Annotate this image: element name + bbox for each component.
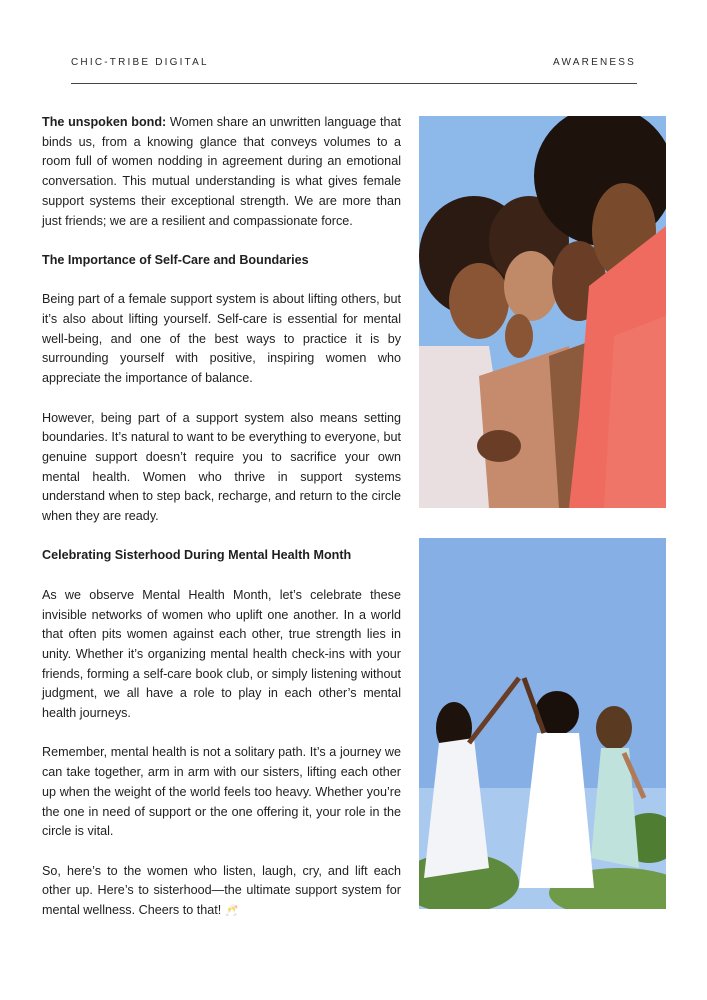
closing-text: So, here’s to the women who listen, laugh, cry, and lift each other up. Here’s to sisterhood—the ultimate support system for mental wellness. Cheers to that! bbox=[42, 863, 401, 918]
paragraph-self-care: Being part of a female support system is about lifting others, but it’s also about lifting yourself. Self-care is essential for mental well-being, and one of the best ways to practice it is by surrounding yourself with positive, inspiring women who appreciate the importance of balance. bbox=[42, 292, 401, 386]
section-heading-self-care: The Importance of Self-Care and Boundaries bbox=[42, 252, 309, 267]
photo-women-embracing bbox=[419, 116, 666, 508]
brand-name: CHIC-TRIBE DIGITAL bbox=[71, 57, 209, 68]
intro-body: Women share an unwritten language that binds us, from a knowing glance that conveys volumes to a room full of women nodding in agreement during an emotional conversation. This mutual understanding is what gives female support systems their exceptional strength. We are more than just friends; we are a resilient and compassionate force. bbox=[42, 115, 401, 228]
paragraph-closing bbox=[42, 862, 401, 922]
cheers-icon: 🥂 bbox=[224, 905, 239, 918]
paragraph-boundaries: However, being part of a support system also means setting boundaries. It’s natural to want to be everything to everyone, but genuine support doesn’t require you to sacrifice your own mental health. Women who thrive in support systems understand when to step back, recharge, and return to the circle when they are ready. bbox=[42, 410, 401, 524]
section-label: AWARENESS bbox=[553, 57, 636, 68]
photo-women-dancing bbox=[419, 538, 666, 909]
paragraph-mental-health-month: As we observe Mental Health Month, let’s celebrate these invisible networks of women who uplift one another. In a world that often pits women against each other, true strength lies in unity. Whether it’s organizing mental health check-ins with your friends, forming a self-care book club, or simply listening without judgment, we all have a role to play in each other’s mental health journeys. bbox=[42, 587, 401, 721]
page-header bbox=[71, 57, 636, 68]
header-divider bbox=[71, 83, 637, 84]
article-body bbox=[42, 113, 401, 941]
intro-lead: The unspoken bond: bbox=[42, 115, 167, 129]
section-heading-sisterhood: Celebrating Sisterhood During Mental Health Month bbox=[42, 548, 352, 563]
intro-paragraph bbox=[42, 113, 401, 231]
paragraph-journey: Remember, mental health is not a solitary path. It’s a journey we can take together, arm in arm with our sisters, lifting each other up when the weight of the world feels too heavy. Whether you’re the one in need of support or the one offering it, your role in the circle is vital. bbox=[42, 745, 401, 839]
